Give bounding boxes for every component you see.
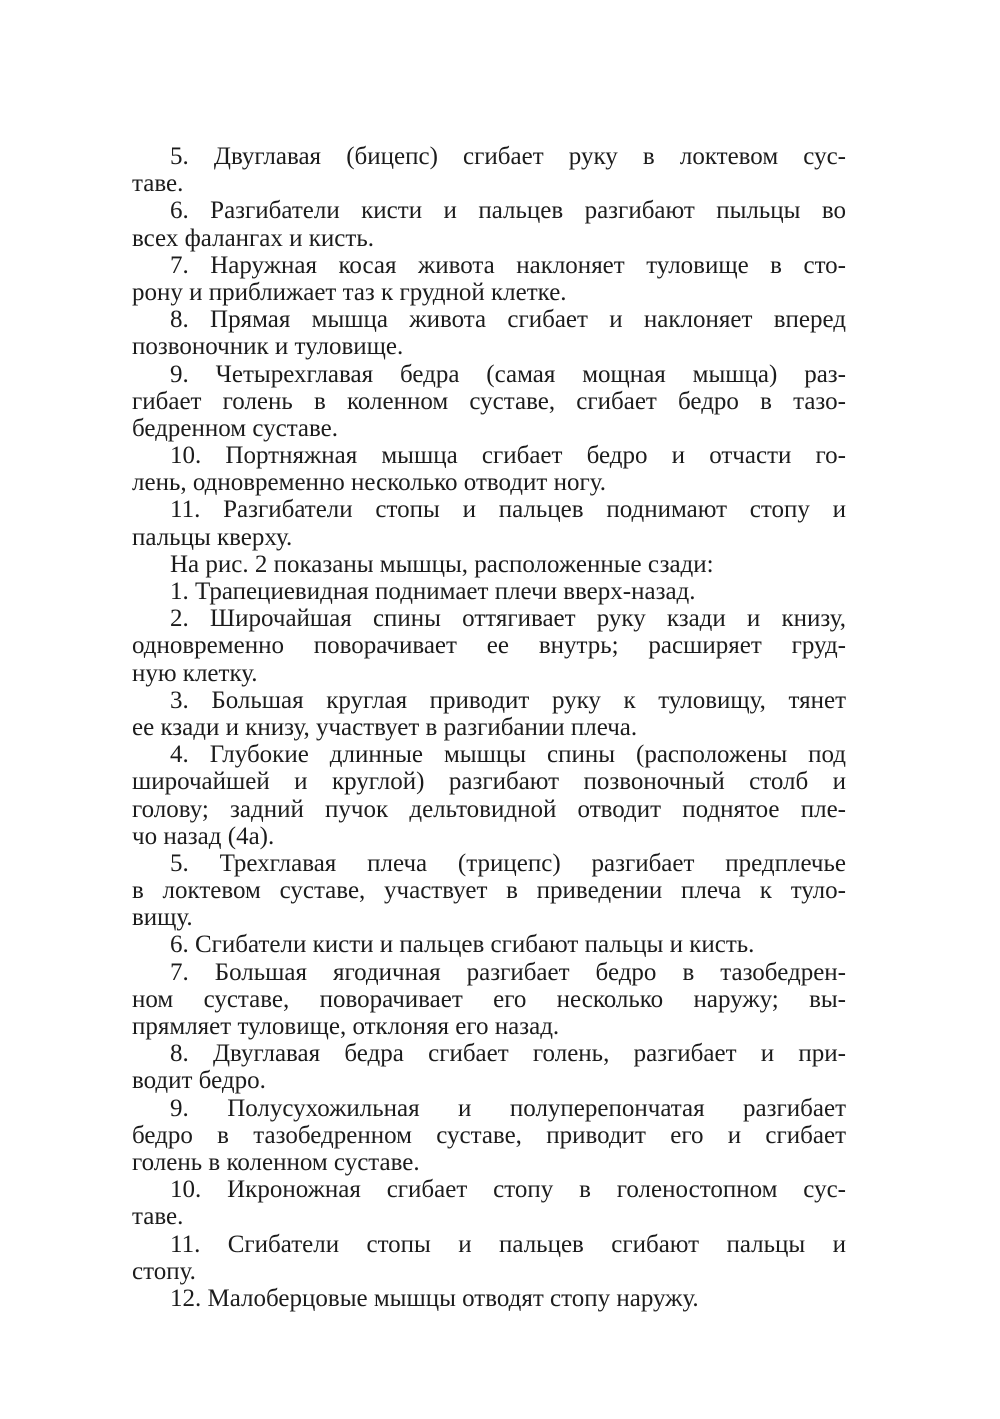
paragraph xyxy=(132,306,846,360)
paragraph-line: одновременно поворачивает ее внутрь; расширяет груд- xyxy=(132,632,846,660)
paragraph-line: лень, одновременно несколько отводит ногу. xyxy=(132,469,606,497)
paragraph-first-line: 10. Портняжная мышца сгибает бедро и отчасти го- xyxy=(170,442,846,470)
paragraph xyxy=(132,496,846,550)
paragraph xyxy=(132,605,846,687)
paragraph xyxy=(132,1176,846,1230)
paragraph-line: рону и приближает таз к грудной клетке. xyxy=(132,278,567,306)
paragraph xyxy=(132,197,846,251)
paragraph-line: пальцы кверху. xyxy=(132,523,293,551)
paragraph xyxy=(132,959,846,1041)
paragraph xyxy=(132,687,846,741)
paragraph-line: голову; задний пучок дельтовидной отводит поднятое пле- xyxy=(132,795,846,823)
paragraph-line: вищу. xyxy=(132,904,193,932)
paragraph-line: таве. xyxy=(132,1203,184,1231)
paragraph-line: голень в коленном суставе. xyxy=(132,1148,420,1176)
paragraph-first-line: 7. Наружная косая живота наклоняет туловище в сто- xyxy=(170,251,846,279)
paragraph-line: стопу. xyxy=(132,1257,196,1285)
paragraph xyxy=(132,1040,846,1094)
paragraph xyxy=(132,1285,846,1312)
paragraph-first-line: 9. Четырехглавая бедра (самая мощная мышца) раз- xyxy=(170,360,846,388)
paragraph xyxy=(132,442,846,496)
paragraph-line: бедро в тазобедренном суставе, приводит его и сгибает xyxy=(132,1121,846,1149)
paragraph-first-line: На рис. 2 показаны мышцы, расположенные сзади: xyxy=(170,550,714,578)
paragraph-line: бедренном суставе. xyxy=(132,414,339,442)
paragraph-first-line: 3. Большая круглая приводит руку к туловищу, тянет xyxy=(170,686,846,714)
paragraph-first-line: 5. Двуглавая (бицепс) сгибает руку в локтевом сус- xyxy=(170,143,846,170)
paragraph xyxy=(132,361,846,443)
body-text xyxy=(132,143,846,1312)
paragraph-first-line: 8. Двуглавая бедра сгибает голень, разгибает и при- xyxy=(170,1040,846,1068)
paragraph-line: ном суставе, поворачивает его несколько наружу; вы- xyxy=(132,985,846,1013)
paragraph xyxy=(132,143,846,197)
paragraph-line: ную клетку. xyxy=(132,659,258,687)
paragraph-line: широчайшей и круглой) разгибают позвоночный столб и xyxy=(132,768,846,796)
paragraph-first-line: 7. Большая ягодичная разгибает бедро в тазобедрен- xyxy=(170,958,846,986)
paragraph-first-line: 10. Икроножная сгибает стопу в голеностопном сус- xyxy=(170,1176,846,1204)
paragraph xyxy=(132,551,846,578)
paragraph-first-line: 8. Прямая мышца живота сгибает и наклоняет вперед xyxy=(170,306,846,334)
paragraph-line: чо назад (4а). xyxy=(132,822,275,850)
paragraph-first-line: 12. Малоберцовые мышцы отводят стопу наружу. xyxy=(170,1284,699,1312)
paragraph xyxy=(132,850,846,932)
paragraph-line: всех фалангах и кисть. xyxy=(132,224,374,252)
paragraph-line: водит бедро. xyxy=(132,1067,266,1095)
paragraph xyxy=(132,741,846,850)
paragraph xyxy=(132,252,846,306)
paragraph-first-line: 5. Трехглавая плеча (трицепс) разгибает предплечье xyxy=(170,849,846,877)
paragraph-line: в локтевом суставе, участвует в приведении плеча к туло- xyxy=(132,877,846,905)
paragraph-first-line: 1. Трапециевидная поднимает плечи вверх-назад. xyxy=(170,578,696,605)
paragraph-first-line: 11. Разгибатели стопы и пальцев поднимают стопу и xyxy=(170,496,846,524)
paragraph-first-line: 6. Сгибатели кисти и пальцев сгибают пальцы и кисть. xyxy=(170,931,755,959)
paragraph xyxy=(132,1095,846,1177)
paragraph-line: позвоночник и туловище. xyxy=(132,333,404,361)
paragraph xyxy=(132,1231,846,1285)
paragraph xyxy=(132,931,846,958)
paragraph-line: ее кзади и книзу, участвует в разгибании плеча. xyxy=(132,713,638,741)
paragraph-line: гибает голень в коленном суставе, сгибает бедро в тазо- xyxy=(132,387,846,415)
paragraph xyxy=(132,578,846,605)
paragraph-first-line: 6. Разгибатели кисти и пальцев разгибают пыльцы во xyxy=(170,197,846,225)
paragraph-first-line: 2. Широчайшая спины оттягивает руку кзади и книзу, xyxy=(170,605,846,633)
paragraph-first-line: 11. Сгибатели стопы и пальцев сгибают пальцы и xyxy=(170,1230,846,1258)
paragraph-line: прямляет туловище, отклоняя его назад. xyxy=(132,1013,560,1040)
paragraph-line: таве. xyxy=(132,170,184,198)
paragraph-first-line: 4. Глубокие длинные мышцы спины (расположены под xyxy=(170,741,846,769)
paragraph-first-line: 9. Полусухожильная и полуперепончатая разгибает xyxy=(170,1094,846,1122)
